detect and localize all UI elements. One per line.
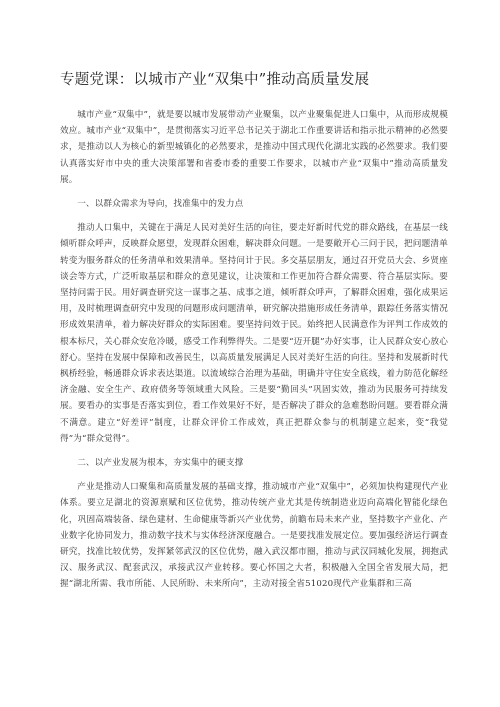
intro-paragraph: 城市产业“双集中”，就是要以城市发展带动产业聚集，以产业聚集促进人口集中，从而形成规模效应。城市产业“双集中”，是贯彻落实习近平总书记关于湖北工作重要讲话和指示批示精神的必然要求，是推动以人为核心的新型城镇化的必然要求，是推动中国式现代化湖北实践的必然要求。我们要认真落实好市中央的重大决策部署和省委市委的重要工作要求，以城市产业“双集中”推动高质量发展。 bbox=[60, 110, 448, 185]
section-1-body: 推动人口集中，关键在于满足人民对美好生活的向往，要走好新时代党的群众路线，在基层一线倾听群众呼声，反映群众愿望，发现群众困难，解决群众问题。一是要敞开心三问于民，把问题清单转变为服务群众的任务清单和效果清单。坚持问计于民。多交基层朋友，通过召开党员大会、乡贤座谈会等方式，广泛听取基层和群众的意见建议，让决策和工作更加符合群众需要、符合基层实际。要坚持问需于民。用好调查研究这一谋事之基、成事之道，倾听群众呼声，了解群众困难，强化成果运用，及时梳理调查研究中发现的问题形成问题清单，研究解决措施形成任务清单，跟踪任务落实情况形成效果清单，着力解决好群众的实际困难。要坚持问效于民。始终把人民满意作为评判工作成效的根本标尺，关心群众安危冷暖，感受工作利弊得失。二是要“迈开腿”办好实事，让人民群众安心放心舒心。坚持在发展中保障和改善民生，以高质量发展满足人民对美好生活的向往。坚持和发展新时代枫桥经验，畅通群众诉求表达渠道。以流域综合治理为基础，明确并守住安全底线，着力防范化解经济金融、安全生产、政府债务等领域重大风险。三是要“勤回头”巩固实效，推动为民服务可持续发展。要看办的实事是否落实到位，看工作效果好不好，是否解决了群众的急难愁盼问题。要看群众满不满意。建立“好差评”制度，让群众评价工作成效，真正把群众参与的机制建立起来，变“我觉得”为“群众觉得”。 bbox=[60, 223, 448, 444]
section-2-body: 产业是推动人口聚集和高质量发展的基础支撑，推动城市产业“双集中”，必须加快构建现代产业体系。要立足湖北的资源禀赋和区位优势，推动传统产业尤其是传统制造业迈向高端化智能化绿色化，巩固高端装备、绿色建材、生命健康等新兴产业优势，前瞻布局未来产业，坚持数字产业化、产业数字化协同发力，推动数字技术与实体经济深度融合。一是要找准发展定位。要加强经济运行调查研究，找准比较优势，发挥紧邻武汉的区位优势，融入武汉都市圈，推动与武汉同城化发展，拥抱武汉、服务武汉、配套武汉，承接武汉产业转移。要心怀国之大者，积极融入全国全省发展大局，把握“湖北所需、我市所能、人民所盼、未来所向”，主动对接全省51020现代产业集群和三高 bbox=[60, 482, 448, 590]
section-heading-2: 二、以产业发展为根本，夯实集中的硬支撑 bbox=[77, 458, 244, 469]
section-heading-1: 一、以群众需求为导向，找准集中的发力点 bbox=[77, 199, 244, 210]
document-title: 专题党课：以城市产业“双集中”推动高质量发展 bbox=[60, 72, 370, 88]
